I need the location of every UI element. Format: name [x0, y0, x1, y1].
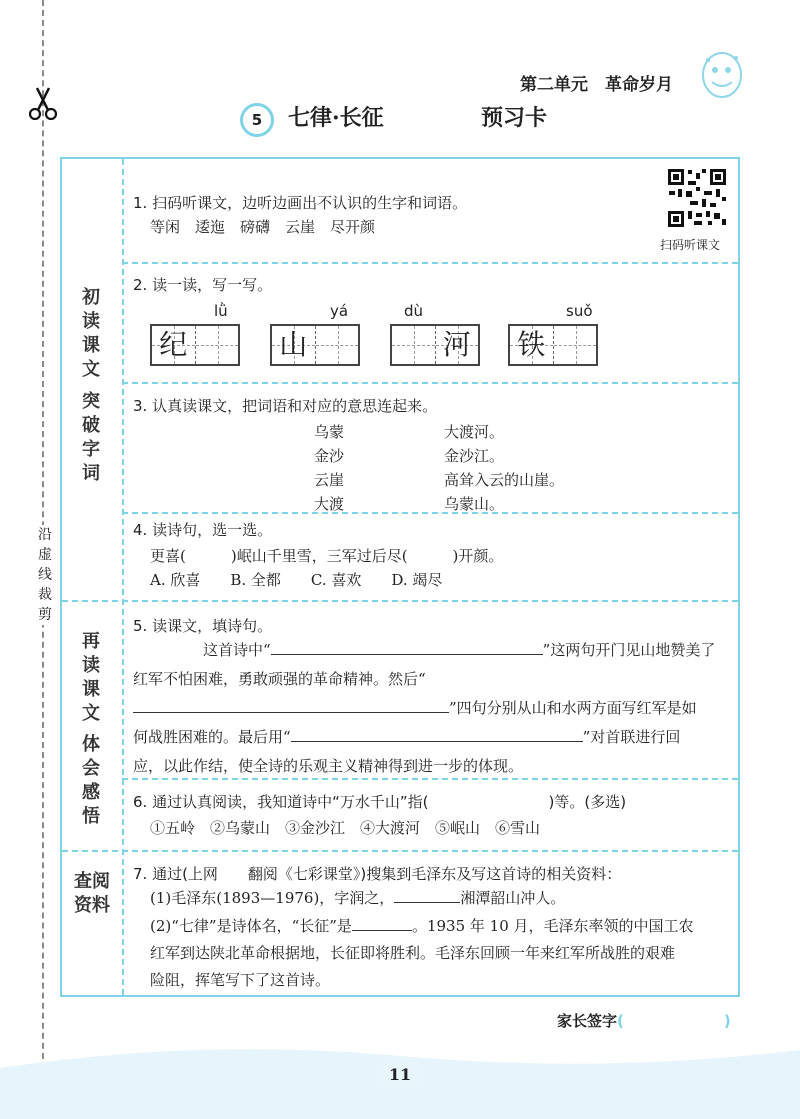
text: ”四句分别从山和水两方面写红军是如	[449, 699, 697, 717]
section-label-appreciation: 体会感悟	[82, 734, 100, 827]
question-1-prompt: 1. 扫码听课文，边听边画出不认识的生字和词语。	[133, 194, 468, 212]
matching-right-column	[444, 420, 564, 516]
text: 。1935 年 10 月，毛泽东率领的中国工农	[411, 917, 694, 935]
card-title: 预习卡	[481, 106, 548, 131]
section-label-research: 查阅资料	[74, 871, 110, 916]
page-number: 11	[378, 1058, 422, 1092]
divider	[122, 382, 738, 384]
section-label-reread: 再读课文	[82, 631, 100, 724]
match-left-item[interactable]: 乌蒙	[314, 423, 345, 441]
writing-cell[interactable]	[553, 326, 597, 364]
text: 应，以此作结，使全诗的乐观主义精神得到进一步的体现。	[133, 757, 524, 775]
answer-blank[interactable]	[291, 723, 583, 742]
tianzige-box	[270, 324, 360, 366]
writing-cell[interactable]	[315, 326, 359, 364]
question-5-body	[133, 636, 738, 781]
unit-title: 第二单元 革命岁月	[520, 75, 673, 95]
decoration-doodle-icon	[698, 48, 746, 100]
match-left-item[interactable]: 金沙	[314, 447, 345, 465]
match-right-item[interactable]: 高耸入云的山崖。	[444, 471, 565, 489]
text: 红军到达陕北革命根据地，长征即将胜利。毛泽东回顾一年来红军所战胜的艰难	[150, 944, 676, 962]
match-left-item[interactable]: 云崖	[314, 471, 345, 489]
question-7-body	[150, 884, 740, 994]
match-left-item[interactable]: 大渡	[314, 495, 345, 513]
writing-cell[interactable]	[195, 326, 239, 364]
pinyin: lǜ	[214, 302, 228, 320]
question-5-prompt: 5. 读课文，填诗句。	[133, 617, 273, 635]
divider	[122, 512, 738, 514]
text: 湘潭韶山冲人。	[460, 889, 566, 907]
divider	[62, 600, 738, 602]
question-6-options: ①五岭 ②乌蒙山 ③金沙江 ④大渡河 ⑤岷山 ⑥雪山	[150, 819, 541, 837]
given-character: 河	[442, 328, 471, 361]
text: 何战胜困难的。最后用“	[133, 728, 291, 746]
pinyin: dù	[404, 302, 424, 320]
section-label-first-reading: 初读课文	[82, 287, 100, 380]
answer-blank[interactable]	[271, 636, 543, 655]
writing-cell[interactable]	[392, 326, 435, 364]
qr-code-icon[interactable]	[666, 167, 728, 229]
given-character: 山	[279, 328, 308, 361]
answer-blank[interactable]	[394, 884, 460, 903]
question-4-verse[interactable]: 更喜( )岷山千里雪，三军过后尽( )开颜。	[150, 547, 504, 565]
text: ”对首联进行回	[582, 728, 681, 746]
text: 6. 通过认真阅读，我知道诗中“万水千山”指(	[133, 793, 429, 811]
pinyin: yá	[330, 302, 349, 320]
text: )等。(多选)	[548, 793, 627, 811]
text: 红军不怕困难，勇敢顽强的革命精神。然后“	[133, 670, 426, 688]
text: (1)毛泽东(1893—1976)，字润之，	[150, 889, 395, 907]
matching-left-column	[314, 420, 344, 516]
match-right-item[interactable]: 大渡河。	[444, 423, 505, 441]
parent-signature: 家长签字( )	[557, 1012, 731, 1030]
question-3-prompt: 3. 认真读课文，把词语和对应的意思连起来。	[133, 397, 438, 415]
text: (2)“七律”是诗体名，“长征”是	[150, 917, 352, 935]
given-character: 纪	[159, 328, 188, 361]
question-1-words: 等闲 逶迤 磅礴 云崖 尽开颜	[150, 218, 376, 236]
question-4-prompt: 4. 读诗句，选一选。	[133, 521, 273, 539]
text: 险阻，挥笔写下了这首诗。	[150, 971, 331, 989]
pinyin: suǒ	[566, 302, 593, 320]
match-right-item[interactable]: 乌蒙山。	[444, 495, 505, 513]
question-2-prompt: 2. 读一读，写一写。	[133, 276, 273, 294]
cut-instruction: 沿虚线裁剪	[34, 525, 56, 625]
qr-caption: 扫码听课文	[660, 238, 721, 252]
divider	[122, 262, 738, 264]
tianzige-box	[508, 324, 598, 366]
section-label-vocabulary: 突破字词	[82, 391, 100, 484]
text: ”这两句开门见山地赞美了	[542, 641, 716, 659]
text: 这首诗中“	[203, 641, 271, 659]
answer-blank[interactable]	[352, 912, 412, 931]
question-7-prompt: 7. 通过(上网 翻阅《七彩课堂》)搜集到毛泽东及写这首诗的相关资料：	[133, 865, 622, 883]
lesson-title: 七律·长征	[288, 105, 384, 131]
signature-label: 家长签字	[557, 1012, 618, 1030]
scissors-icon	[28, 86, 58, 120]
tianzige-box	[150, 324, 240, 366]
tianzige-box	[390, 324, 480, 366]
given-character: 铁	[517, 328, 546, 361]
lesson-number-badge: 5	[240, 103, 274, 137]
question-6-prompt	[133, 790, 626, 814]
divider	[62, 850, 738, 852]
match-right-item[interactable]: 金沙江。	[444, 447, 505, 465]
answer-blank[interactable]	[133, 694, 449, 713]
question-4-options: A. 欣喜 B. 全都 C. 喜欢 D. 竭尽	[150, 571, 443, 589]
